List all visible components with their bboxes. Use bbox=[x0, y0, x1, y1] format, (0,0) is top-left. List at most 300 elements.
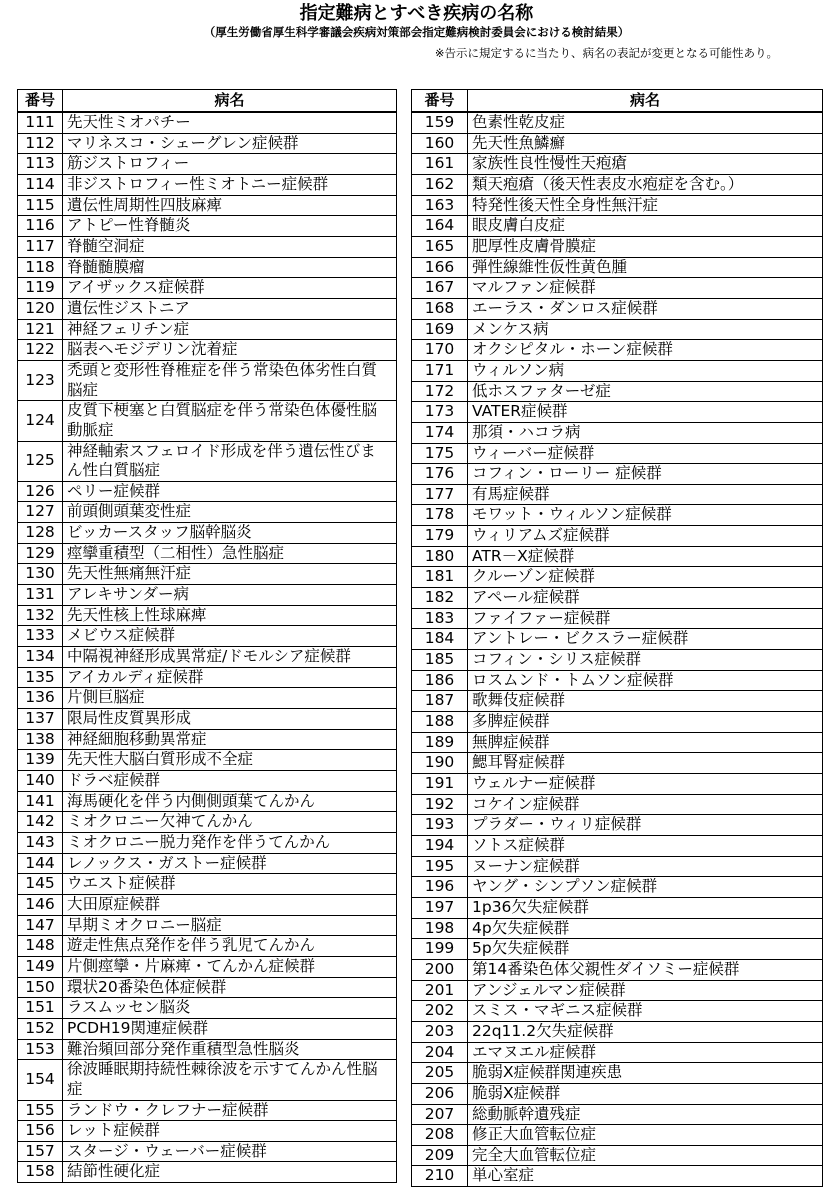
table-row bbox=[18, 441, 397, 481]
disease-name-cell: ヤング・シンプソン症候群 bbox=[468, 877, 823, 898]
table-row bbox=[18, 626, 397, 647]
disease-name-cell: アントレー・ビクスラー症候群 bbox=[468, 629, 823, 650]
disease-number-cell: 194 bbox=[412, 835, 468, 856]
disease-name-cell: 神経軸索スフェロイド形成を伴う遺伝性びまん性白質脳症 bbox=[63, 441, 397, 481]
table-row bbox=[412, 629, 823, 650]
disease-number-cell: 126 bbox=[18, 481, 63, 502]
disease-name-cell: 環状20番染色体症候群 bbox=[63, 977, 397, 998]
disease-number-cell: 113 bbox=[18, 154, 63, 175]
table-row bbox=[18, 1060, 397, 1100]
table-row bbox=[412, 835, 823, 856]
disease-name-cell: オクシピタル・ホーン症候群 bbox=[468, 340, 823, 361]
table-row bbox=[412, 1021, 823, 1042]
table-row bbox=[18, 750, 397, 771]
disease-number-cell: 167 bbox=[412, 278, 468, 299]
disease-name-cell: 遊走性焦点発作を伴う乳児てんかん bbox=[63, 936, 397, 957]
table-row bbox=[412, 1042, 823, 1063]
disease-name-cell: 1p36欠失症候群 bbox=[468, 897, 823, 918]
disease-number-cell: 205 bbox=[412, 1063, 468, 1084]
disease-name-cell: 大田原症候群 bbox=[63, 894, 397, 915]
table-row bbox=[412, 650, 823, 671]
disease-name-cell: エーラス・ダンロス症候群 bbox=[468, 298, 823, 319]
disease-number-cell: 169 bbox=[412, 319, 468, 340]
disease-name-cell: ソトス症候群 bbox=[468, 835, 823, 856]
disease-number-cell: 187 bbox=[412, 691, 468, 712]
disease-name-cell: 筋ジストロフィー bbox=[63, 154, 397, 175]
disease-number-cell: 204 bbox=[412, 1042, 468, 1063]
disease-number-cell: 177 bbox=[412, 484, 468, 505]
table-row bbox=[18, 688, 397, 709]
disease-number-cell: 188 bbox=[412, 712, 468, 733]
disease-number-cell: 152 bbox=[18, 1018, 63, 1039]
disease-number-cell: 164 bbox=[412, 216, 468, 237]
table-row bbox=[18, 236, 397, 257]
disease-number-cell: 134 bbox=[18, 647, 63, 668]
disease-table-right bbox=[411, 89, 823, 1187]
disease-number-cell: 175 bbox=[412, 443, 468, 464]
disease-name-cell: マリネスコ・シェーグレン症候群 bbox=[63, 133, 397, 154]
disease-number-cell: 137 bbox=[18, 709, 63, 730]
disease-name-cell: 前頭側頭葉変性症 bbox=[63, 502, 397, 523]
disease-number-cell: 132 bbox=[18, 605, 63, 626]
disease-name-cell: 類天疱瘡（後天性表皮水疱症を含む。） bbox=[468, 174, 823, 195]
disease-name-cell: 非ジストロフィー性ミオトニー症候群 bbox=[63, 174, 397, 195]
disease-name-cell: 脊髄髄膜瘤 bbox=[63, 257, 397, 278]
disease-number-cell: 168 bbox=[412, 298, 468, 319]
table-row bbox=[18, 832, 397, 853]
table-row bbox=[18, 1039, 397, 1060]
disease-name-cell: 片側痙攣・片麻痺・てんかん症候群 bbox=[63, 956, 397, 977]
table-row bbox=[412, 670, 823, 691]
table-row bbox=[18, 915, 397, 936]
disease-name-cell: ウィルソン病 bbox=[468, 360, 823, 381]
table-row bbox=[412, 319, 823, 340]
disease-number-cell: 154 bbox=[18, 1060, 63, 1100]
disease-number-cell: 138 bbox=[18, 729, 63, 750]
disease-number-cell: 141 bbox=[18, 791, 63, 812]
disease-number-cell: 130 bbox=[18, 564, 63, 585]
disease-name-cell: アイカルディ症候群 bbox=[63, 667, 397, 688]
column-header-name: 病名 bbox=[468, 90, 823, 113]
table-row bbox=[412, 443, 823, 464]
disease-number-cell: 163 bbox=[412, 195, 468, 216]
disease-number-cell: 180 bbox=[412, 546, 468, 567]
disease-name-cell: ウェルナー症候群 bbox=[468, 774, 823, 795]
disease-number-cell: 207 bbox=[412, 1104, 468, 1125]
disease-name-cell: 遺伝性周期性四肢麻痺 bbox=[63, 195, 397, 216]
table-row bbox=[412, 732, 823, 753]
column-header-number: 番号 bbox=[412, 90, 468, 113]
disease-name-cell: 結節性硬化症 bbox=[63, 1162, 397, 1183]
disease-number-cell: 140 bbox=[18, 771, 63, 792]
table-row bbox=[18, 174, 397, 195]
disease-number-cell: 161 bbox=[412, 154, 468, 175]
disease-name-cell: 弾性線維性仮性黄色腫 bbox=[468, 257, 823, 278]
column-header-number: 番号 bbox=[18, 90, 63, 113]
disease-number-cell: 111 bbox=[18, 112, 63, 133]
disease-name-cell: プラダー・ウィリ症候群 bbox=[468, 815, 823, 836]
table-row bbox=[412, 174, 823, 195]
disease-name-cell: 皮質下梗塞と白質脳症を伴う常染色体優性脳動脈症 bbox=[63, 401, 397, 441]
table-row bbox=[412, 588, 823, 609]
table-row bbox=[18, 340, 397, 361]
table-row bbox=[412, 1104, 823, 1125]
document-subtitle: （厚生労働省厚生科学審議会疾病対策部会指定難病検討委員会における検討結果） bbox=[203, 25, 630, 39]
table-body bbox=[18, 112, 397, 1183]
disease-number-cell: 143 bbox=[18, 832, 63, 853]
table-row bbox=[18, 667, 397, 688]
disease-name-cell: 家族性良性慢性天疱瘡 bbox=[468, 154, 823, 175]
disease-number-cell: 182 bbox=[412, 588, 468, 609]
disease-name-cell: 5p欠失症候群 bbox=[468, 939, 823, 960]
disease-number-cell: 196 bbox=[412, 877, 468, 898]
document-title: 指定難病とすべき疾病の名称 bbox=[299, 3, 534, 24]
disease-name-cell: コケイン症候群 bbox=[468, 794, 823, 815]
table-row bbox=[412, 1125, 823, 1146]
disease-name-cell: 片側巨脳症 bbox=[63, 688, 397, 709]
table-row bbox=[18, 812, 397, 833]
disease-name-cell: 総動脈幹遺残症 bbox=[468, 1104, 823, 1125]
disease-number-cell: 149 bbox=[18, 956, 63, 977]
disease-number-cell: 166 bbox=[412, 257, 468, 278]
table-row bbox=[412, 257, 823, 278]
disease-name-cell: ビッカースタッフ脳幹脳炎 bbox=[63, 523, 397, 544]
disease-name-cell: ラスムッセン脳炎 bbox=[63, 998, 397, 1019]
disease-name-cell: ロスムンド・トムソン症候群 bbox=[468, 670, 823, 691]
disease-name-cell: ウィーバー症候群 bbox=[468, 443, 823, 464]
disease-number-cell: 121 bbox=[18, 319, 63, 340]
table-header-row bbox=[412, 90, 823, 113]
table-row bbox=[18, 360, 397, 400]
disease-number-cell: 155 bbox=[18, 1100, 63, 1121]
disease-number-cell: 148 bbox=[18, 936, 63, 957]
disease-name-cell: 特発性後天性全身性無汗症 bbox=[468, 195, 823, 216]
table-row bbox=[412, 1063, 823, 1084]
disease-name-cell: PCDH19関連症候群 bbox=[63, 1018, 397, 1039]
disease-number-cell: 201 bbox=[412, 980, 468, 1001]
disease-name-cell: ランドウ・クレフナー症候群 bbox=[63, 1100, 397, 1121]
disease-name-cell: 限局性皮質異形成 bbox=[63, 709, 397, 730]
disease-name-cell: 脆弱X症候群 bbox=[468, 1083, 823, 1104]
disease-number-cell: 156 bbox=[18, 1121, 63, 1142]
disease-number-cell: 202 bbox=[412, 1001, 468, 1022]
disease-number-cell: 128 bbox=[18, 523, 63, 544]
disease-name-cell: 遺伝性ジストニア bbox=[63, 298, 397, 319]
disease-number-cell: 125 bbox=[18, 441, 63, 481]
disease-number-cell: 186 bbox=[412, 670, 468, 691]
disease-name-cell: 先天性魚鱗癬 bbox=[468, 133, 823, 154]
disease-number-cell: 123 bbox=[18, 360, 63, 400]
disease-number-cell: 112 bbox=[18, 133, 63, 154]
table-row bbox=[18, 278, 397, 299]
table-row bbox=[18, 605, 397, 626]
disease-name-cell: アイザックス症候群 bbox=[63, 278, 397, 299]
disease-number-cell: 174 bbox=[412, 422, 468, 443]
disease-number-cell: 116 bbox=[18, 216, 63, 237]
disease-number-cell: 192 bbox=[412, 794, 468, 815]
disease-name-cell: ファイファー症候群 bbox=[468, 608, 823, 629]
disease-number-cell: 208 bbox=[412, 1125, 468, 1146]
table-row bbox=[18, 791, 397, 812]
disease-number-cell: 158 bbox=[18, 1162, 63, 1183]
table-row bbox=[412, 567, 823, 588]
disease-number-cell: 183 bbox=[412, 608, 468, 629]
disease-number-cell: 139 bbox=[18, 750, 63, 771]
disease-number-cell: 170 bbox=[412, 340, 468, 361]
table-row bbox=[18, 1162, 397, 1183]
table-row bbox=[18, 1018, 397, 1039]
disease-number-cell: 144 bbox=[18, 853, 63, 874]
table-row bbox=[18, 1141, 397, 1162]
table-row bbox=[412, 939, 823, 960]
table-row bbox=[18, 112, 397, 133]
disease-table-left bbox=[17, 89, 397, 1183]
disease-name-cell: スミス・マギニス症候群 bbox=[468, 1001, 823, 1022]
table-row bbox=[18, 543, 397, 564]
table-row bbox=[412, 815, 823, 836]
table-row bbox=[412, 856, 823, 877]
disease-name-cell: マルファン症候群 bbox=[468, 278, 823, 299]
disease-name-cell: 先天性大脳白質形成不全症 bbox=[63, 750, 397, 771]
table-header-row bbox=[18, 90, 397, 113]
table-row bbox=[18, 585, 397, 606]
disease-name-cell: ウィリアムズ症候群 bbox=[468, 526, 823, 547]
disease-number-cell: 203 bbox=[412, 1021, 468, 1042]
table-row bbox=[412, 1166, 823, 1187]
table-row bbox=[412, 278, 823, 299]
disease-number-cell: 165 bbox=[412, 236, 468, 257]
disease-number-cell: 209 bbox=[412, 1145, 468, 1166]
table-row bbox=[412, 422, 823, 443]
table-row bbox=[412, 484, 823, 505]
disease-number-cell: 151 bbox=[18, 998, 63, 1019]
disease-name-cell: スタージ・ウェーバー症候群 bbox=[63, 1141, 397, 1162]
disease-name-cell: 先天性核上性球麻痺 bbox=[63, 605, 397, 626]
disease-name-cell: レット症候群 bbox=[63, 1121, 397, 1142]
disease-number-cell: 191 bbox=[412, 774, 468, 795]
table-row bbox=[412, 526, 823, 547]
disease-name-cell: アレキサンダー病 bbox=[63, 585, 397, 606]
table-row bbox=[18, 936, 397, 957]
table-row bbox=[18, 481, 397, 502]
disease-number-cell: 178 bbox=[412, 505, 468, 526]
table-row bbox=[412, 154, 823, 175]
disease-number-cell: 145 bbox=[18, 874, 63, 895]
disease-number-cell: 200 bbox=[412, 959, 468, 980]
disease-name-cell: アトピー性脊髄炎 bbox=[63, 216, 397, 237]
table-row bbox=[18, 977, 397, 998]
disease-name-cell: ATR－X症候群 bbox=[468, 546, 823, 567]
table-row bbox=[18, 401, 397, 441]
table-row bbox=[412, 897, 823, 918]
disease-number-cell: 153 bbox=[18, 1039, 63, 1060]
disease-number-cell: 135 bbox=[18, 667, 63, 688]
disease-number-cell: 193 bbox=[412, 815, 468, 836]
disease-name-cell: ミオクロニー脱力発作を伴うてんかん bbox=[63, 832, 397, 853]
column-header-name: 病名 bbox=[63, 90, 397, 113]
disease-number-cell: 115 bbox=[18, 195, 63, 216]
disease-name-cell: 徐波睡眠期持続性棘徐波を示すてんかん性脳症 bbox=[63, 1060, 397, 1100]
table-row bbox=[412, 381, 823, 402]
table-row bbox=[412, 546, 823, 567]
table-row bbox=[412, 195, 823, 216]
disease-name-cell: モワット・ウィルソン症候群 bbox=[468, 505, 823, 526]
disease-number-cell: 136 bbox=[18, 688, 63, 709]
disease-number-cell: 176 bbox=[412, 464, 468, 485]
disease-name-cell: ペリー症候群 bbox=[63, 481, 397, 502]
disease-name-cell: アペール症候群 bbox=[468, 588, 823, 609]
disease-number-cell: 146 bbox=[18, 894, 63, 915]
disease-number-cell: 127 bbox=[18, 502, 63, 523]
table-row bbox=[412, 1001, 823, 1022]
table-row bbox=[412, 608, 823, 629]
disease-number-cell: 147 bbox=[18, 915, 63, 936]
disease-number-cell: 118 bbox=[18, 257, 63, 278]
disease-name-cell: 多脾症候群 bbox=[468, 712, 823, 733]
disease-name-cell: 脳表ヘモジデリン沈着症 bbox=[63, 340, 397, 361]
disease-number-cell: 189 bbox=[412, 732, 468, 753]
disease-name-cell: 中隔視神経形成異常症/ドモルシア症候群 bbox=[63, 647, 397, 668]
disease-name-cell: 先天性無痛無汗症 bbox=[63, 564, 397, 585]
disease-number-cell: 171 bbox=[412, 360, 468, 381]
table-row bbox=[18, 894, 397, 915]
disease-name-cell: 4p欠失症候群 bbox=[468, 918, 823, 939]
disease-name-cell: レノックス・ガストー症候群 bbox=[63, 853, 397, 874]
table-row bbox=[412, 505, 823, 526]
disease-number-cell: 142 bbox=[18, 812, 63, 833]
disease-name-cell: 脆弱X症候群関連疾患 bbox=[468, 1063, 823, 1084]
table-row bbox=[18, 298, 397, 319]
disease-number-cell: 159 bbox=[412, 112, 468, 133]
disease-name-cell: 第14番染色体父親性ダイソミー症候群 bbox=[468, 959, 823, 980]
disease-number-cell: 190 bbox=[412, 753, 468, 774]
table-row bbox=[412, 712, 823, 733]
disease-number-cell: 206 bbox=[412, 1083, 468, 1104]
table-row bbox=[18, 647, 397, 668]
disease-name-cell: 22q11.2欠失症候群 bbox=[468, 1021, 823, 1042]
disease-name-cell: VATER症候群 bbox=[468, 402, 823, 423]
disease-number-cell: 119 bbox=[18, 278, 63, 299]
disease-number-cell: 181 bbox=[412, 567, 468, 588]
disease-name-cell: 難治頻回部分発作重積型急性脳炎 bbox=[63, 1039, 397, 1060]
disease-name-cell: ウエスト症候群 bbox=[63, 874, 397, 895]
disease-number-cell: 172 bbox=[412, 381, 468, 402]
disease-name-cell: メビウス症候群 bbox=[63, 626, 397, 647]
disease-name-cell: 色素性乾皮症 bbox=[468, 112, 823, 133]
disease-name-cell: 禿頭と変形性脊椎症を伴う常染色体劣性白質脳症 bbox=[63, 360, 397, 400]
disease-name-cell: 先天性ミオパチー bbox=[63, 112, 397, 133]
table-row bbox=[412, 464, 823, 485]
disease-name-cell: 痙攣重積型（二相性）急性脳症 bbox=[63, 543, 397, 564]
table-row bbox=[412, 1145, 823, 1166]
disease-name-cell: 脊髄空洞症 bbox=[63, 236, 397, 257]
disease-name-cell: 神経細胞移動異常症 bbox=[63, 729, 397, 750]
table-row bbox=[18, 956, 397, 977]
table-row bbox=[18, 195, 397, 216]
table-row bbox=[18, 154, 397, 175]
disease-name-cell: コフィン・ローリー 症候群 bbox=[468, 464, 823, 485]
table-row bbox=[18, 853, 397, 874]
disease-name-cell: 修正大血管転位症 bbox=[468, 1125, 823, 1146]
disease-number-cell: 117 bbox=[18, 236, 63, 257]
disease-number-cell: 150 bbox=[18, 977, 63, 998]
table-body bbox=[412, 112, 823, 1187]
table-row bbox=[18, 1121, 397, 1142]
table-row bbox=[412, 794, 823, 815]
disease-name-cell: メンケス病 bbox=[468, 319, 823, 340]
table-row bbox=[412, 133, 823, 154]
table-row bbox=[412, 298, 823, 319]
disease-number-cell: 160 bbox=[412, 133, 468, 154]
disease-name-cell: ミオクロニー欠神てんかん bbox=[63, 812, 397, 833]
disease-name-cell: 無脾症候群 bbox=[468, 732, 823, 753]
disease-number-cell: 185 bbox=[412, 650, 468, 671]
disease-number-cell: 114 bbox=[18, 174, 63, 195]
table-row bbox=[18, 502, 397, 523]
table-row bbox=[18, 709, 397, 730]
disease-number-cell: 195 bbox=[412, 856, 468, 877]
disease-number-cell: 157 bbox=[18, 1141, 63, 1162]
table-row bbox=[412, 216, 823, 237]
table-row bbox=[412, 236, 823, 257]
table-row bbox=[412, 340, 823, 361]
table-row bbox=[412, 1083, 823, 1104]
disease-name-cell: 低ホスファターゼ症 bbox=[468, 381, 823, 402]
table-row bbox=[18, 1100, 397, 1121]
disease-name-cell: 神経フェリチン症 bbox=[63, 319, 397, 340]
table-row bbox=[412, 774, 823, 795]
table-row bbox=[18, 133, 397, 154]
table-row bbox=[18, 998, 397, 1019]
disease-number-cell: 210 bbox=[412, 1166, 468, 1187]
disease-name-cell: ドラベ症候群 bbox=[63, 771, 397, 792]
disease-number-cell: 131 bbox=[18, 585, 63, 606]
disease-name-cell: 完全大血管転位症 bbox=[468, 1145, 823, 1166]
disease-name-cell: 海馬硬化を伴う内側側頭葉てんかん bbox=[63, 791, 397, 812]
disease-name-cell: 眼皮膚白皮症 bbox=[468, 216, 823, 237]
table-row bbox=[412, 959, 823, 980]
table-row bbox=[18, 729, 397, 750]
disease-name-cell: 鰓耳腎症候群 bbox=[468, 753, 823, 774]
disease-name-cell: コフィン・シリス症候群 bbox=[468, 650, 823, 671]
disease-name-cell: 那須・ハコラ病 bbox=[468, 422, 823, 443]
disease-number-cell: 129 bbox=[18, 543, 63, 564]
disease-number-cell: 179 bbox=[412, 526, 468, 547]
disease-name-cell: 単心室症 bbox=[468, 1166, 823, 1187]
disease-name-cell: 歌舞伎症候群 bbox=[468, 691, 823, 712]
disease-name-cell: エマヌエル症候群 bbox=[468, 1042, 823, 1063]
disease-number-cell: 199 bbox=[412, 939, 468, 960]
table-row bbox=[412, 918, 823, 939]
disease-number-cell: 124 bbox=[18, 401, 63, 441]
disease-name-cell: 有馬症候群 bbox=[468, 484, 823, 505]
table-row bbox=[412, 980, 823, 1001]
disease-number-cell: 120 bbox=[18, 298, 63, 319]
disease-number-cell: 173 bbox=[412, 402, 468, 423]
table-row bbox=[412, 402, 823, 423]
table-row bbox=[18, 771, 397, 792]
table-row bbox=[18, 257, 397, 278]
table-row bbox=[18, 319, 397, 340]
disease-name-cell: 肥厚性皮膚骨膜症 bbox=[468, 236, 823, 257]
table-row bbox=[412, 360, 823, 381]
disease-name-cell: ヌーナン症候群 bbox=[468, 856, 823, 877]
disease-name-cell: 早期ミオクロニー脳症 bbox=[63, 915, 397, 936]
table-row bbox=[412, 112, 823, 133]
disease-number-cell: 197 bbox=[412, 897, 468, 918]
table-row bbox=[412, 753, 823, 774]
disease-number-cell: 162 bbox=[412, 174, 468, 195]
